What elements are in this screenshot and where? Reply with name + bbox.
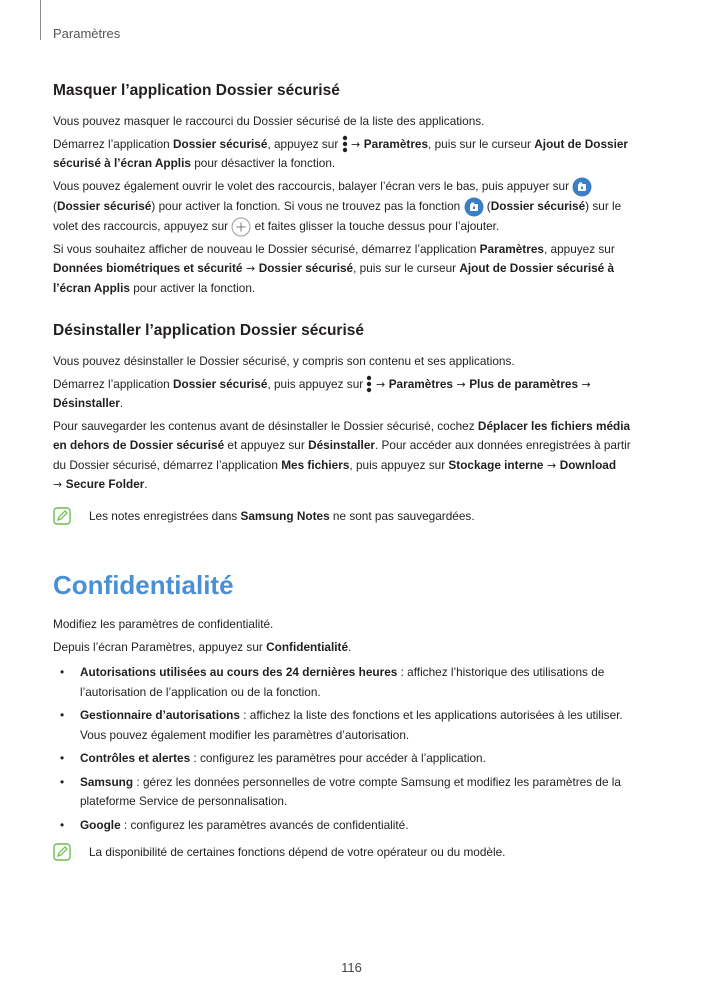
paragraph: Modifiez les paramètres de confidentialité. xyxy=(53,617,274,631)
list-item: • Google : configurez les paramètres avancés de confidentialité. xyxy=(60,817,409,832)
section-heading-hide: Masquer l’application Dossier sécurisé xyxy=(53,82,340,99)
paragraph: Si vous souhaitez afficher de nouveau le Dossier sécurisé, démarrez l’application Paramètres, appuyez sur Données biométriques et sécurité → Dossier sécurisé, puis sur le curseur Ajout de Dossier sécurisé à l’écran Applis pour activer la fonction. xyxy=(53,241,615,295)
header-title: Paramètres xyxy=(53,26,121,41)
note-icon xyxy=(53,843,71,861)
list-item: • Contrôles et alertes : configurez les paramètres pour accéder à l’application. xyxy=(60,751,486,765)
note-text: La disponibilité de certaines fonctions dépend de votre opérateur ou du modèle. xyxy=(89,845,506,859)
paragraph: Vous pouvez désinstaller le Dossier sécurisé, y compris son contenu et ses applications. xyxy=(53,354,515,368)
note-block xyxy=(53,843,643,863)
add-icon xyxy=(231,217,251,237)
list-item: • Samsung : gérez les données personnelles de votre compte Samsung et modifiez les paramètres de la plateforme Service de personnalisation. xyxy=(60,774,621,808)
page-number: 116 xyxy=(341,960,362,975)
note-icon xyxy=(53,507,71,525)
privacy-options-list xyxy=(53,663,643,835)
paragraph: Démarrez l’application Dossier sécurisé, appuyez sur → Paramètres, puis sur le curseur Ajout de Dossier sécurisé à l’écran Applis pour désactiver la fonction. xyxy=(53,136,629,170)
paragraph: Pour sauvegarder les contenus avant de désinstaller le Dossier sécurisé, cochez Déplacer les fichiers média en dehors de Dossier sécurisé et appuyez sur Désinstaller. Pour accéder aux données enregistrées à partir du Dossier sécurisé, démarrez l’application Mes fichiers, puis appuyez sur Stockage interne → Download → Secure Folder. xyxy=(53,418,631,491)
chapter-title: Confidentialité xyxy=(53,570,234,600)
secure-folder-icon xyxy=(572,177,592,197)
paragraph: Vous pouvez masquer le raccourci du Dossier sécurisé de la liste des applications. xyxy=(53,114,485,128)
note-block xyxy=(53,507,643,527)
page-content xyxy=(53,82,643,863)
paragraph: Démarrez l’application Dossier sécurisé, puis appuyez sur → Paramètres → Plus de paramètres → Désinstaller. xyxy=(53,376,591,410)
paragraph: Vous pouvez également ouvrir le volet des raccourcis, balayer l’écran vers le bas, puis appuyer sur (Dossier sécurisé) pour activer la fonction. Si vous ne trouvez pas la fonction (Dossier sécurisé) sur le volet des raccourcis, appuyez sur et faites glisser la touche dessus pour l’ajouter. xyxy=(53,177,643,237)
list-item: • Gestionnaire d’autorisations : affichez la liste des fonctions et les applications autorisées à les utiliser. Vous pouvez également modifier les paramètres d’autorisation. xyxy=(60,708,623,742)
note-text: Les notes enregistrées dans Samsung Notes ne sont pas sauvegardées. xyxy=(89,508,475,523)
section-heading-uninstall: Désinstaller l’application Dossier sécurisé xyxy=(53,322,364,339)
secure-folder-icon xyxy=(464,197,484,217)
list-item: • Autorisations utilisées au cours des 24 dernières heures : affichez l’historique des utilisations de l’autorisation de l’application ou de la fonction. xyxy=(60,665,605,699)
paragraph: Depuis l’écran Paramètres, appuyez sur Confidentialité. xyxy=(53,639,352,654)
header-rule xyxy=(40,0,41,40)
